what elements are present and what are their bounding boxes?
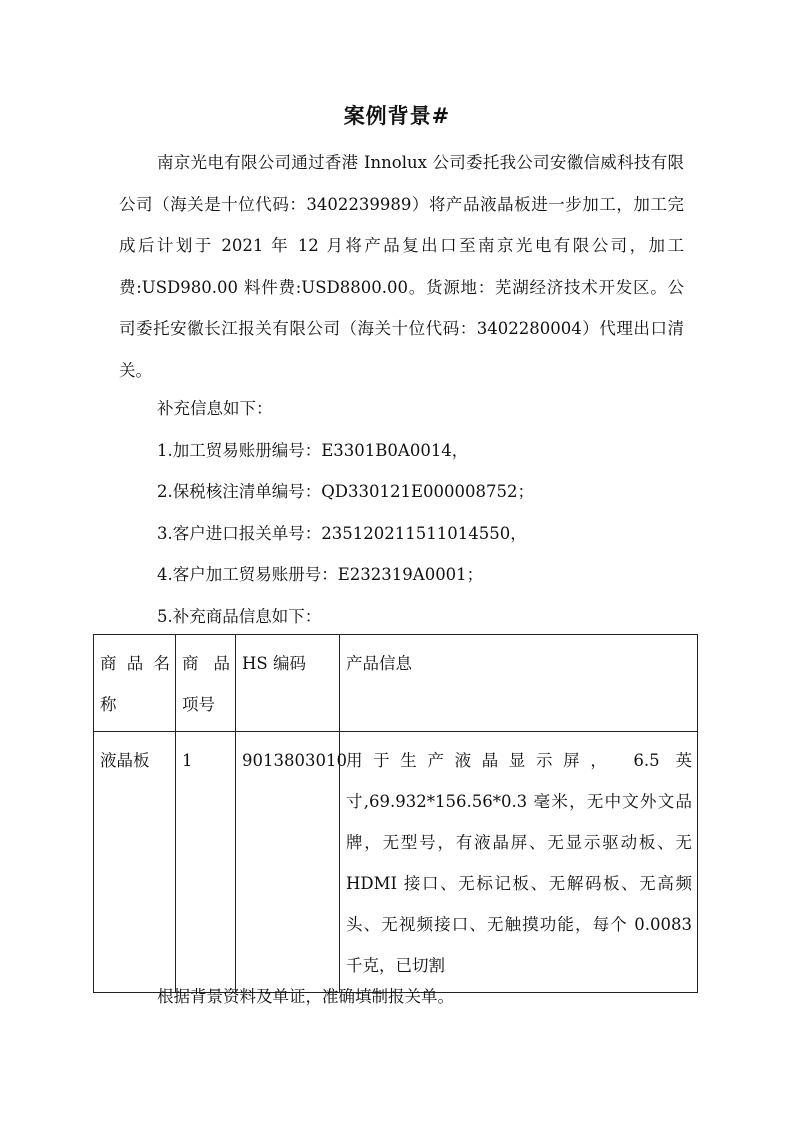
cell-hs-code: 9013803010	[236, 732, 340, 993]
list-item: 1.加工贸易账册编号：E3301B0A0014，	[157, 440, 469, 460]
background-paragraph: 南京光电有限公司通过香港 Innolux 公司委托我公司安徽信威科技有限公司（海关是十位代码：3402239989）将产品液晶板进一步加工，加工完成后计划于 2021 年 12 月将产品复出口至南京光电有限公司，加工费:USD980.00 料件费:USD8800.00。货源地：芜湖经济技术开发区。公司委托安徽长江报关有限公司（海关十位代码：3402280004）代理出口清关。	[119, 153, 684, 380]
list-item: 2.保税核注清单编号：QD330121E000008752；	[157, 482, 535, 501]
document-title: 案例背景#	[343, 103, 451, 128]
list-item: 3.客户进口报关单号：235120211511014550，	[157, 523, 527, 543]
goods-table	[93, 634, 698, 993]
header-product-info: 产品信息	[340, 635, 698, 732]
table-header-row	[94, 635, 698, 732]
list-item: 4.客户加工贸易账册号：E232319A0001；	[157, 565, 484, 584]
closing-instruction: 根据背景资料及单证，准确填制报关单。	[157, 987, 454, 1006]
list-item: 5.补充商品信息如下：	[157, 606, 322, 626]
header-hs-code: HS 编码	[236, 635, 340, 732]
table-row	[94, 732, 698, 993]
cell-product-info: 用于生产液晶显示屏， 6.5 英寸,69.932*156.56*0.3 毫米，无中文外文品牌，无型号，有液晶屏、无显示驱动板、无 HDMI 接口、无标记板、无解码板、无高频头、无视频接口、无触摸功能，每个 0.0083 千克，已切割	[340, 732, 698, 993]
supplement-list	[157, 388, 534, 637]
header-product-name: 商 品 名称	[94, 635, 176, 732]
header-item-number: 商 品 项号	[176, 635, 236, 732]
supplement-intro: 补充信息如下：	[157, 399, 273, 418]
cell-item-number: 1	[176, 732, 236, 993]
cell-product-name: 液晶板	[94, 732, 176, 993]
